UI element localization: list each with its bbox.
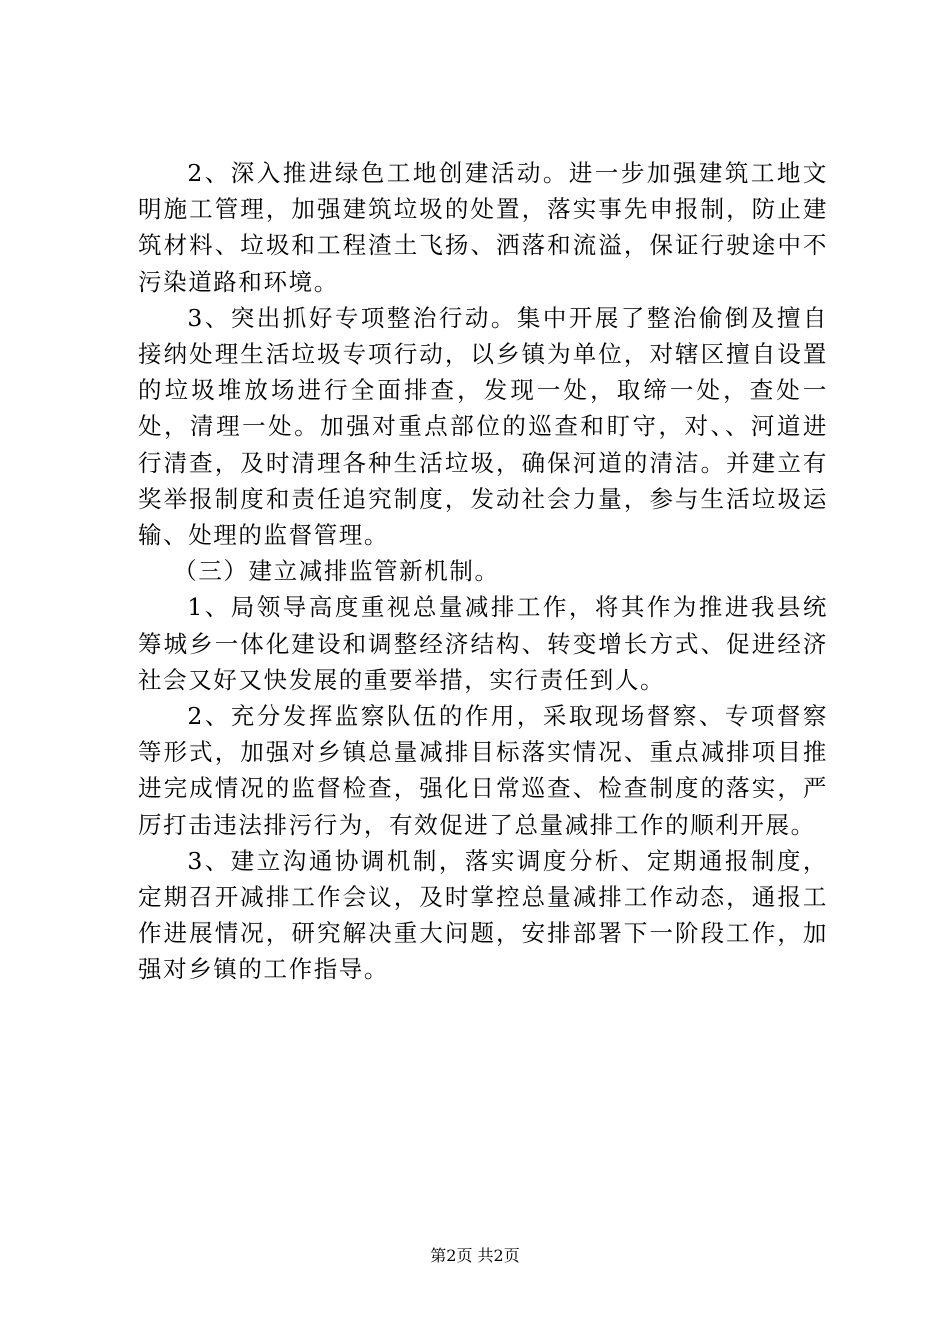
paragraph-special-rectification: 3、突出抓好专项整治行动。集中开展了整治偷倒及擅自接纳处理生活垃圾专项行动，以乡镇为单位，对辖区擅自设置的垃圾堆放场进行全面排查，发现一处，取缔一处，查处一处，清理一处。加强对重点部位的巡查和盯守，对、、河道进行清查，及时清理各种生活垃圾，确保河道的清洁。并建立有奖举报制度和责任追究制度，发动社会力量，参与生活垃圾运输、处理的监督管理。 [138, 303, 828, 550]
section-heading-emission-supervision: （三）建立减排监管新机制。 [173, 557, 500, 586]
paragraph-supervision-team: 2、充分发挥监察队伍的作用，采取现场督察、专项督察等形式，加强对乡镇总量减排目标落实情况、重点减排项目推进完成情况的监督检查，强化日常巡查、检查制度的落实，严厉打击违法排污行为，有效促进了总量减排工作的顺利开展。 [138, 702, 828, 839]
paragraph-coordination-mechanism: 3、建立沟通协调机制，落实调度分析、定期通报制度，定期召开减排工作会议，及时掌控总量减排工作动态，通报工作进展情况，研究解决重大问题，安排部署下一阶段工作，加强对乡镇的工作指导。 [138, 846, 828, 984]
paragraph-leadership-emission-reduction: 1、局领导高度重视总量减排工作，将其作为推进我县统筹城乡一体化建设和调整经济结构、转变增长方式、促进经济社会又好又快发展的重要举措，实行责任到人。 [138, 593, 828, 694]
page-number-footer: 第2页 共2页 [430, 1246, 520, 1265]
paragraph-green-construction-site: 2、深入推进绿色工地创建活动。进一步加强建筑工地文明施工管理，加强建筑垃圾的处置，落实事先申报制，防止建筑材料、垃圾和工程渣土飞扬、洒落和流溢，保证行驶途中不污染道路和环境。 [138, 159, 828, 296]
document-body [138, 155, 828, 988]
